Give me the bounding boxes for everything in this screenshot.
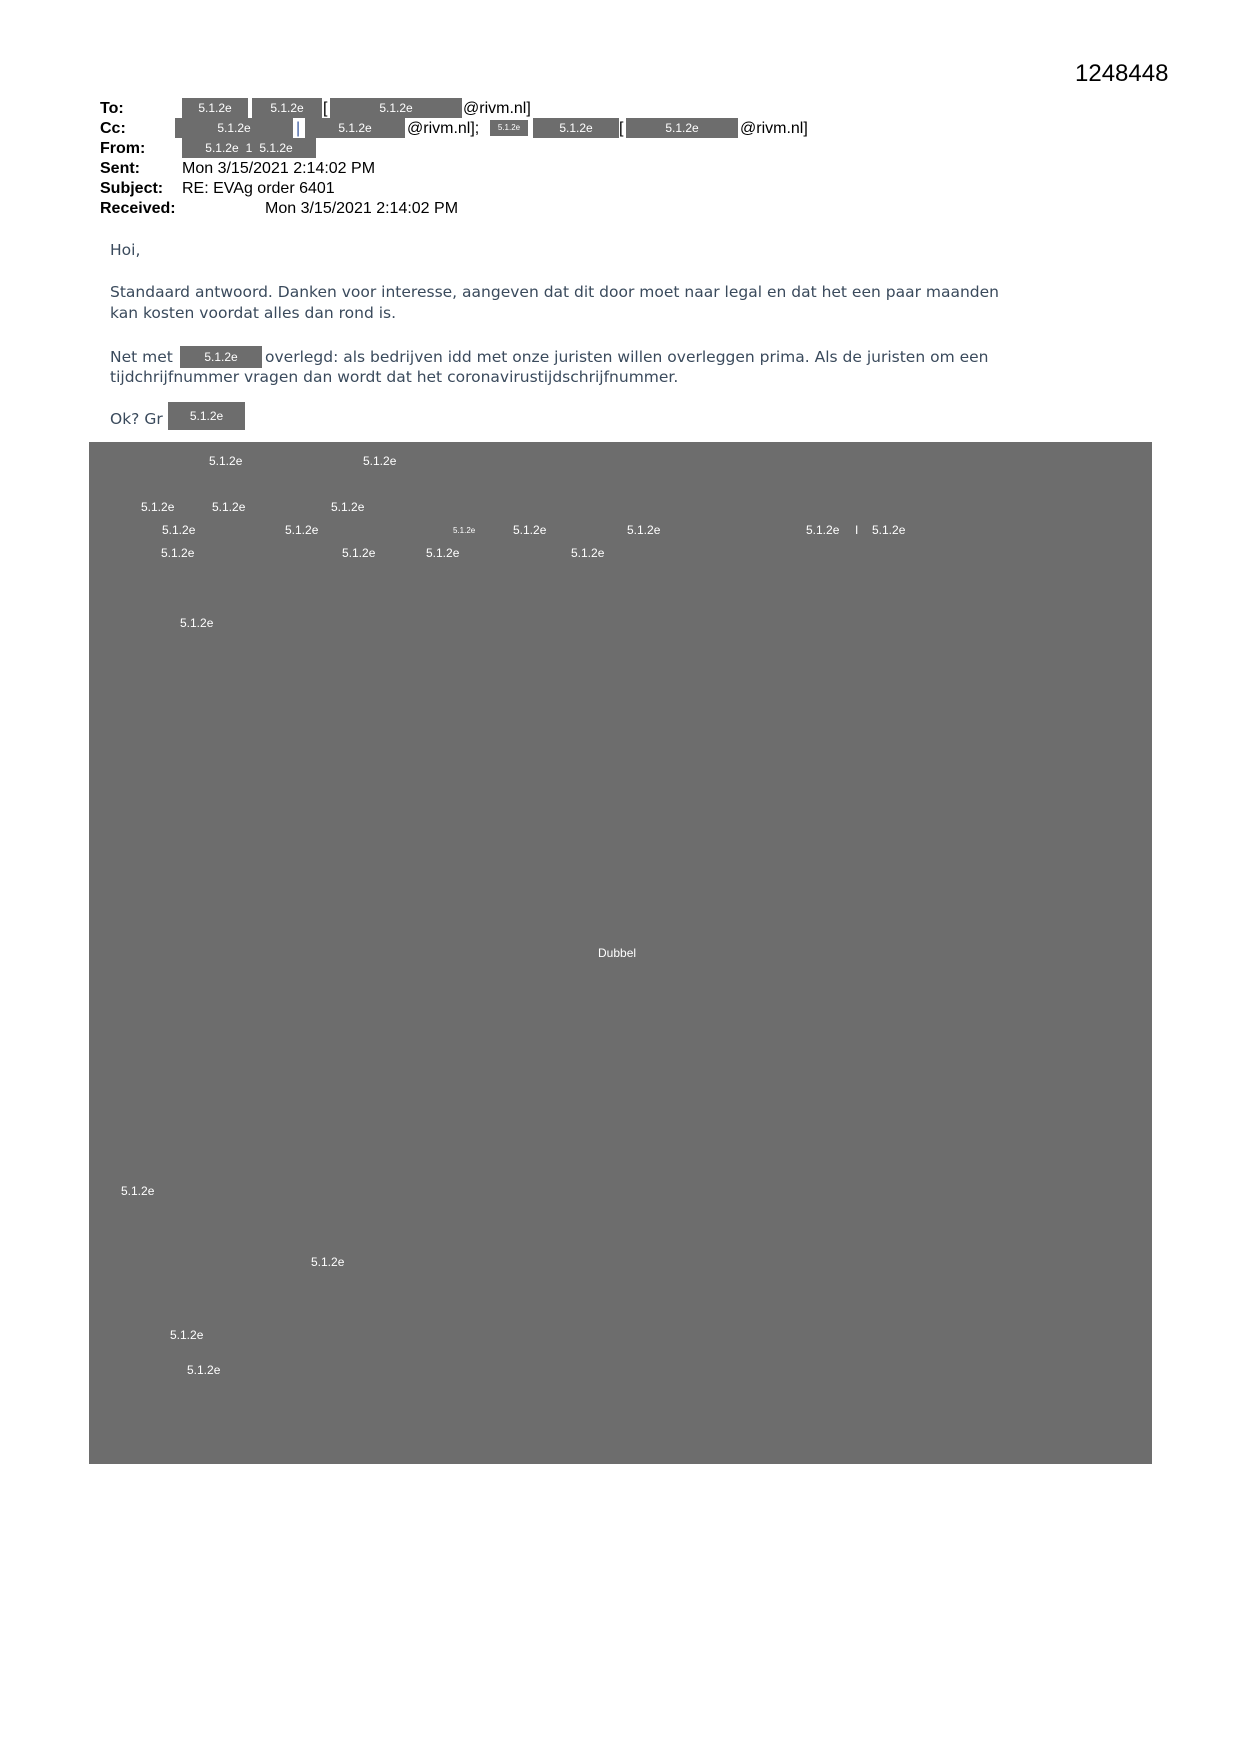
greeting: Hoi, [110,241,141,259]
cc-domain-2: @rivm.nl] [740,120,808,137]
closing-prefix: Ok? Gr [110,410,163,428]
redacted-block [89,442,1152,1464]
document-id: 1248448 [1075,60,1169,87]
subject-value: RE: EVAg order 6401 [182,180,335,197]
to-redaction-3: 5.1.2e [330,98,462,118]
redaction-label: 5.1.2e [426,546,460,560]
redaction-label: 5.1.2e [162,523,196,537]
from-redaction [182,138,316,158]
received-value: Mon 3/15/2021 2:14:02 PM [265,200,459,217]
redaction-label: 5.1.2e [285,523,319,537]
redaction-label: 5.1.2e [342,546,376,560]
cc-label: Cc: [100,120,126,137]
redaction-label: 5.1.2e [872,523,906,537]
cc-pipe: | [296,120,301,137]
paragraph-2-line-2: tijdchrijfnummer vragen dan wordt dat het coronavirustijdschrijfnummer. [110,368,679,386]
redacted-block-center-label: Dubbel [598,946,637,960]
cc-redaction-3: 5.1.2e [490,120,528,136]
to-redaction-1: 5.1.2e [182,98,248,118]
to-label: To: [100,100,124,117]
redaction-label: 5.1.2e [212,500,246,514]
paragraph-2-prefix: Net met [110,348,173,366]
to-redaction-2: 5.1.2e [252,98,322,118]
paragraph-1-line-1: Standaard antwoord. Danken voor interesse, aangeven dat dit door moet naar legal en dat het een paar maanden [110,283,1000,301]
to-domain: @rivm.nl] [463,100,531,117]
redaction-label: 5.1.2e [121,1184,155,1198]
redaction-label: 5.1.2e [513,523,547,537]
redaction-label: 5.1.2e [363,454,397,468]
received-label: Received: [100,200,176,217]
redaction-label: 5.1.2e [453,526,476,535]
redaction-separator: I [855,523,859,537]
closing-redaction: 5.1.2e [168,402,245,430]
redaction-label: 5.1.2e [209,454,243,468]
cc-redaction-5: 5.1.2e [626,118,738,138]
redaction-label: 5.1.2e [331,500,365,514]
redaction-label: 5.1.2e [571,546,605,560]
from-label: From: [100,140,146,157]
paragraph-1-line-2: kan kosten voordat alles dan rond is. [110,304,397,322]
redaction-label: 5.1.2e [806,523,840,537]
from-redaction-1: 5.1.2e [205,141,239,155]
subject-label: Subject: [100,180,164,197]
sent-value: Mon 3/15/2021 2:14:02 PM [182,160,376,177]
paragraph-2-line-1: overlegd: als bedrijven idd met onze juristen willen overleggen prima. Als de juristen om een [265,348,989,366]
redaction-label: 5.1.2e [627,523,661,537]
cc-redaction-4: 5.1.2e [533,118,619,138]
to-open-bracket: [ [323,100,328,117]
from-separator: 1 [245,141,253,155]
redaction-label: 5.1.2e [141,500,175,514]
cc-redaction-1: 5.1.2e [175,118,293,138]
redaction-label: 5.1.2e [170,1328,204,1342]
redaction-label: 5.1.2e [180,616,214,630]
sent-label: Sent: [100,160,140,177]
redaction-label: 5.1.2e [161,546,195,560]
cc-domain-1: @rivm.nl]; [407,120,480,137]
redaction-label: 5.1.2e [187,1363,221,1377]
cc-open-bracket: [ [619,120,624,137]
from-redaction-2: 5.1.2e [259,141,293,155]
cc-redaction-2: 5.1.2e [305,118,405,138]
redaction-label: 5.1.2e [311,1255,345,1269]
paragraph-2-redaction: 5.1.2e [180,346,262,368]
